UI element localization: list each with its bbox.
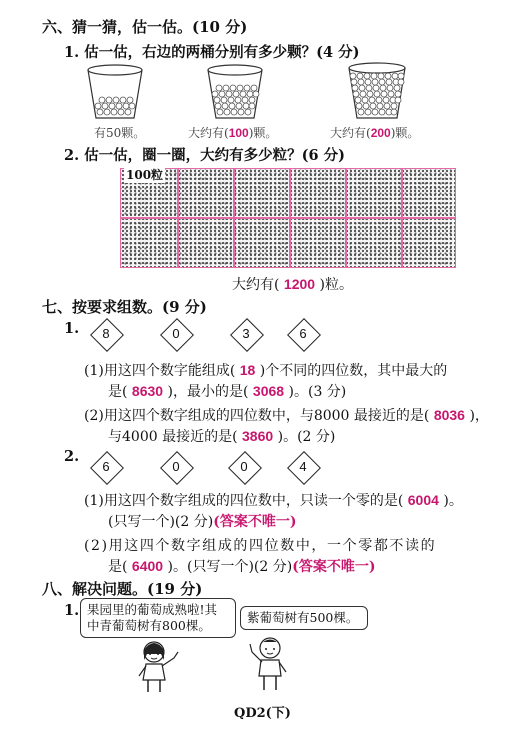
sec7-q2-part2-line1: (2)用这四个数字组成的四位数中，一个零都不读的: [84, 538, 437, 554]
sec7-q1-part2-line2: 与4000 最接近的是( 3860 )。(2 分): [108, 428, 336, 445]
digit-card-1-label: 8: [102, 326, 110, 341]
answer-3068: 3068: [252, 383, 285, 399]
sec7-q2-number: 2.: [64, 448, 80, 465]
jar1-label: 有50颗。: [94, 126, 146, 140]
grid-answer: 1200: [283, 276, 316, 292]
section8-title: 八、解决问题。(19 分): [42, 580, 203, 598]
digit-card-2-label: 0: [172, 326, 180, 341]
jar2-label: 大约有(100)颗。: [188, 126, 278, 140]
grid-label: 100粒: [126, 168, 164, 182]
sec7-q2-part1-line1: (1)用这四个数字组成的四位数中，只读一个零的是( 6004 )。: [84, 492, 463, 509]
sec7-q1-part1-line1: (1)用这四个数字能组成( 18 )个不同的四位数，其中最大的: [84, 362, 448, 379]
sec6-q2-title: 2. 估一估，圈一圈，大约有多少粒？(6 分): [64, 147, 346, 164]
answer-8036: 8036: [433, 407, 465, 423]
jar-50-icon: [80, 64, 150, 122]
jar-200-icon: [340, 60, 414, 122]
sec7-q1-part2-line1: (2)用这四个数字组成的四位数中，与8000 最接近的是( 8036 )，: [84, 407, 489, 424]
answer-note-2: (答案不唯一): [292, 559, 376, 575]
answer-6400: 6400: [131, 558, 164, 574]
jar3-answer: 200: [370, 126, 391, 140]
answer-note-1: (答案不唯一): [213, 514, 297, 530]
jar-100-icon: [200, 64, 270, 122]
sec7-q2-part2-line2: 是( 6400 )。(只写一个)(2 分)(答案不唯一): [108, 558, 376, 575]
speech-bubble-boy: 紫葡萄树有500棵。: [240, 606, 368, 630]
section7-title: 七、按要求组数。(9 分): [42, 298, 207, 316]
sec7-q1-number: 1.: [64, 320, 80, 337]
grain-grid-image: [120, 168, 456, 268]
page-footer: QD2(下): [234, 706, 291, 721]
boy-illustration-icon: [244, 632, 294, 692]
answer-3860: 3860: [242, 428, 274, 444]
grid-result: 大约有( 1200 )粒。: [232, 276, 353, 293]
section6-title: 六、猜一猜，估一估。(10 分): [42, 18, 248, 36]
digit-card-8-label: 4: [299, 459, 307, 474]
jar3-label: 大约有(200)颗。: [330, 126, 420, 140]
jar2-answer: 100: [228, 126, 249, 140]
digit-card-5-label: 6: [102, 459, 110, 474]
digit-card-4-label: 6: [299, 326, 307, 341]
sec8-q1-number: 1.: [64, 602, 80, 619]
answer-8630: 8630: [131, 383, 164, 399]
speech-bubble-girl: 果园里的葡萄成熟啦!其中青葡萄树有800棵。: [80, 598, 236, 638]
digit-card-6-label: 0: [172, 459, 180, 474]
girl-illustration-icon: [134, 638, 184, 694]
digit-card-3-label: 3: [242, 326, 250, 341]
sec6-q1-title: 1. 估一估，右边的两桶分别有多少颗？(4 分): [64, 44, 360, 61]
sec7-q2-part1-line2: (只写一个)(2 分)(答案不唯一): [108, 514, 297, 530]
sec7-q1-part1-line2: 是( 8630 )，最小的是( 3068 )。(3 分): [108, 383, 347, 400]
answer-18: 18: [239, 362, 256, 378]
digit-card-7-label: 0: [240, 459, 248, 474]
answer-6004: 6004: [407, 492, 439, 508]
